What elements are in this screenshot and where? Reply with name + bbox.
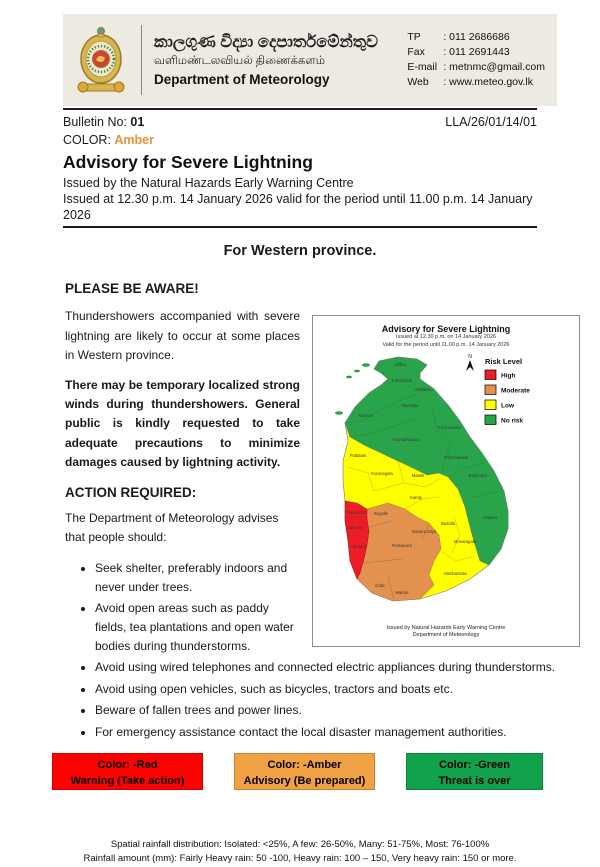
contact-row — [407, 30, 545, 45]
map-title: Advisory for Severe Lightning — [381, 324, 511, 335]
footer-rainfall-amount: Rainfall amount (mm): Fairly Heavy rain: 50 -100, Heavy rain: 100 – 150, Very heavy rain: 150 or more. — [83, 853, 517, 865]
advice-bullet: • Avoid open areas such as paddy fields, tea plantations and open water bodies during thunderstorms. — [95, 599, 580, 655]
district-label: Anuradhapura — [392, 436, 420, 442]
bulletin-number-line — [63, 114, 144, 130]
status-box-meaning-line: Advisory (Be prepared) — [243, 775, 366, 788]
header-rule — [63, 108, 537, 110]
status-legend-row — [52, 753, 543, 790]
advice-bullet: • For emergency assistance contact the local disaster management authorities. — [95, 723, 580, 742]
contact-block — [407, 30, 545, 91]
department-title-sinhala: කාලගුණ විද්‍යා දෙපාර්තමේන්තුව — [154, 32, 379, 51]
contact-label: Fax — [407, 45, 425, 58]
department-titles — [154, 33, 378, 88]
aware-paragraph-2: There may be temporary localized strong winds during thundershowers. General public is kindly requested to take adequate precautions to minimize damages caused by lightning activity. — [65, 377, 300, 469]
risk-legend — [485, 357, 530, 425]
district-label: Mullaitivu — [415, 386, 433, 392]
map-subtitle-issued: Issued at 12.30 p.m. on 14 January 2026 — [396, 334, 496, 341]
footer-spatial-distribution: Spatial rainfall distribution: Isolated: <25%, A few: 26-50%, Many: 51-75%, Most: 76-100% — [110, 838, 490, 850]
sri-lanka-risk-map — [314, 349, 578, 625]
district-label: Ampara — [482, 514, 498, 520]
legend-swatch-high — [485, 370, 496, 380]
contact-value: : metnmc@gmail.com — [443, 61, 545, 73]
contact-row — [407, 75, 545, 90]
district-label: Ratnapura — [392, 542, 412, 548]
action-heading: ACTION REQUIRED: — [65, 484, 197, 500]
status-box — [406, 753, 543, 790]
contact-value: : www.meteo.gov.lk — [443, 76, 533, 89]
aware-paragraph-1: Thundershowers accompanied with severe lightning are likely to occur at some places in Western province. — [65, 309, 300, 362]
legend-label: Low — [501, 402, 514, 410]
legend-label: No risk — [501, 417, 524, 425]
action-intro: The Department of Meteorology advises that people should: — [65, 510, 279, 545]
district-label: Puttalam — [349, 452, 367, 458]
risk-map-panel — [312, 315, 580, 647]
district-label: Kandy — [410, 494, 422, 500]
district-label: Monaragala — [453, 538, 477, 544]
legend-label: High — [501, 372, 516, 380]
color-value: Amber — [114, 133, 154, 147]
district-label: Galle — [375, 582, 385, 588]
contact-value: : 011 2691443 — [443, 45, 510, 58]
color-label: COLOR: — [63, 133, 115, 147]
advisory-title: Advisory for Severe Lightning — [63, 152, 313, 172]
legend-swatch-low — [485, 400, 496, 410]
status-box-color-line: Color: -Green — [439, 758, 510, 771]
advice-bullet: • Avoid using open vehicles, such as bicycles, tractors and boats etc. — [95, 680, 580, 699]
status-box-meaning-line: Warning (Take action) — [70, 775, 185, 788]
meta-rule — [63, 226, 537, 228]
contact-label: TP — [407, 30, 421, 43]
department-title-tamil: வளிமண்டலவியல் திணைக்களம் — [154, 54, 325, 67]
district-label: Hambantota — [443, 570, 467, 576]
district-label: Nuwara Eliya — [411, 528, 437, 534]
contact-row — [407, 45, 545, 60]
header-divider — [141, 25, 142, 95]
contact-label: E-mail — [407, 61, 438, 73]
district-label: Mannar — [358, 412, 374, 418]
reference-number: LLA/26/01/14/01 — [445, 115, 537, 129]
aware-heading: PLEASE BE AWARE! — [65, 281, 199, 297]
district-label: Polonnaruwa — [443, 454, 469, 460]
issued-by-line: Issued by the Natural Hazards Early Warning Centre — [63, 176, 354, 191]
sri-lanka-emblem-logo — [75, 23, 127, 97]
district-label: Kegalle — [374, 510, 388, 516]
map-caption-issuer: Issued by Natural Hazards Early Warning Centre — [386, 624, 506, 631]
contact-row — [407, 60, 545, 75]
contact-label: Web — [407, 76, 429, 89]
district-label: Matara — [395, 589, 409, 595]
color-status-line — [63, 132, 537, 148]
footer-notes — [0, 838, 600, 867]
bulletin-meta — [63, 114, 537, 223]
issued-at-line: Issued at 12.30 p.m. 14 January 2026 valid for the period until 11.00 p.m. 14 January 2026 — [63, 192, 533, 223]
district-label: Vavuniya — [401, 402, 419, 408]
district-label: Colombo — [346, 524, 364, 530]
status-box — [234, 753, 375, 790]
legend-swatch-no_risk — [485, 415, 496, 425]
legend-title: Risk Level — [485, 356, 523, 366]
province-heading: For Western province. — [223, 243, 377, 260]
advice-bullet: • Beware of fallen trees and power lines. — [95, 701, 580, 720]
contact-value: : 011 2686686 — [443, 30, 510, 43]
letterhead — [63, 14, 557, 106]
status-box-meaning-line: Threat is over — [438, 775, 511, 788]
map-caption-department: Department of Meteorology — [412, 632, 480, 639]
body-content — [65, 281, 580, 744]
district-label: Trincomalee — [438, 424, 462, 430]
bulletin-number-label: Bulletin No: — [63, 115, 131, 129]
advisory-document — [0, 14, 600, 865]
department-title-english: Department of Meteorology — [154, 71, 330, 87]
district-label: Kalutara — [350, 543, 366, 549]
legend-swatch-moderate — [485, 385, 496, 395]
advice-bullet: • Avoid using wired telephones and connected electric appliances during thunderstorms. — [95, 658, 580, 677]
north-arrow-icon — [466, 354, 474, 371]
svg-text:N: N — [468, 353, 472, 360]
district-label: Jaffna — [394, 361, 406, 367]
status-box-color-line: Color: -Red — [97, 758, 158, 771]
bulletin-number-value: 01 — [130, 115, 145, 129]
district-label: Kilinochchi — [391, 377, 413, 383]
legend-label: Moderate — [501, 387, 530, 395]
district-label: Badulla — [441, 520, 455, 526]
district-label: Matale — [411, 472, 425, 478]
district-label: Batticaloa — [468, 472, 488, 478]
district-label: Gampaha — [346, 509, 366, 515]
district-label: Kurunegala — [371, 470, 393, 476]
status-box-color-line: Color: -Amber — [267, 758, 342, 771]
advice-bullet: • Seek shelter, preferably indoors and never under trees. — [95, 559, 580, 596]
status-box — [52, 753, 203, 790]
map-subtitle-valid: Valid for the period until 11.00 p.m. 14 January 2026 — [382, 341, 510, 348]
